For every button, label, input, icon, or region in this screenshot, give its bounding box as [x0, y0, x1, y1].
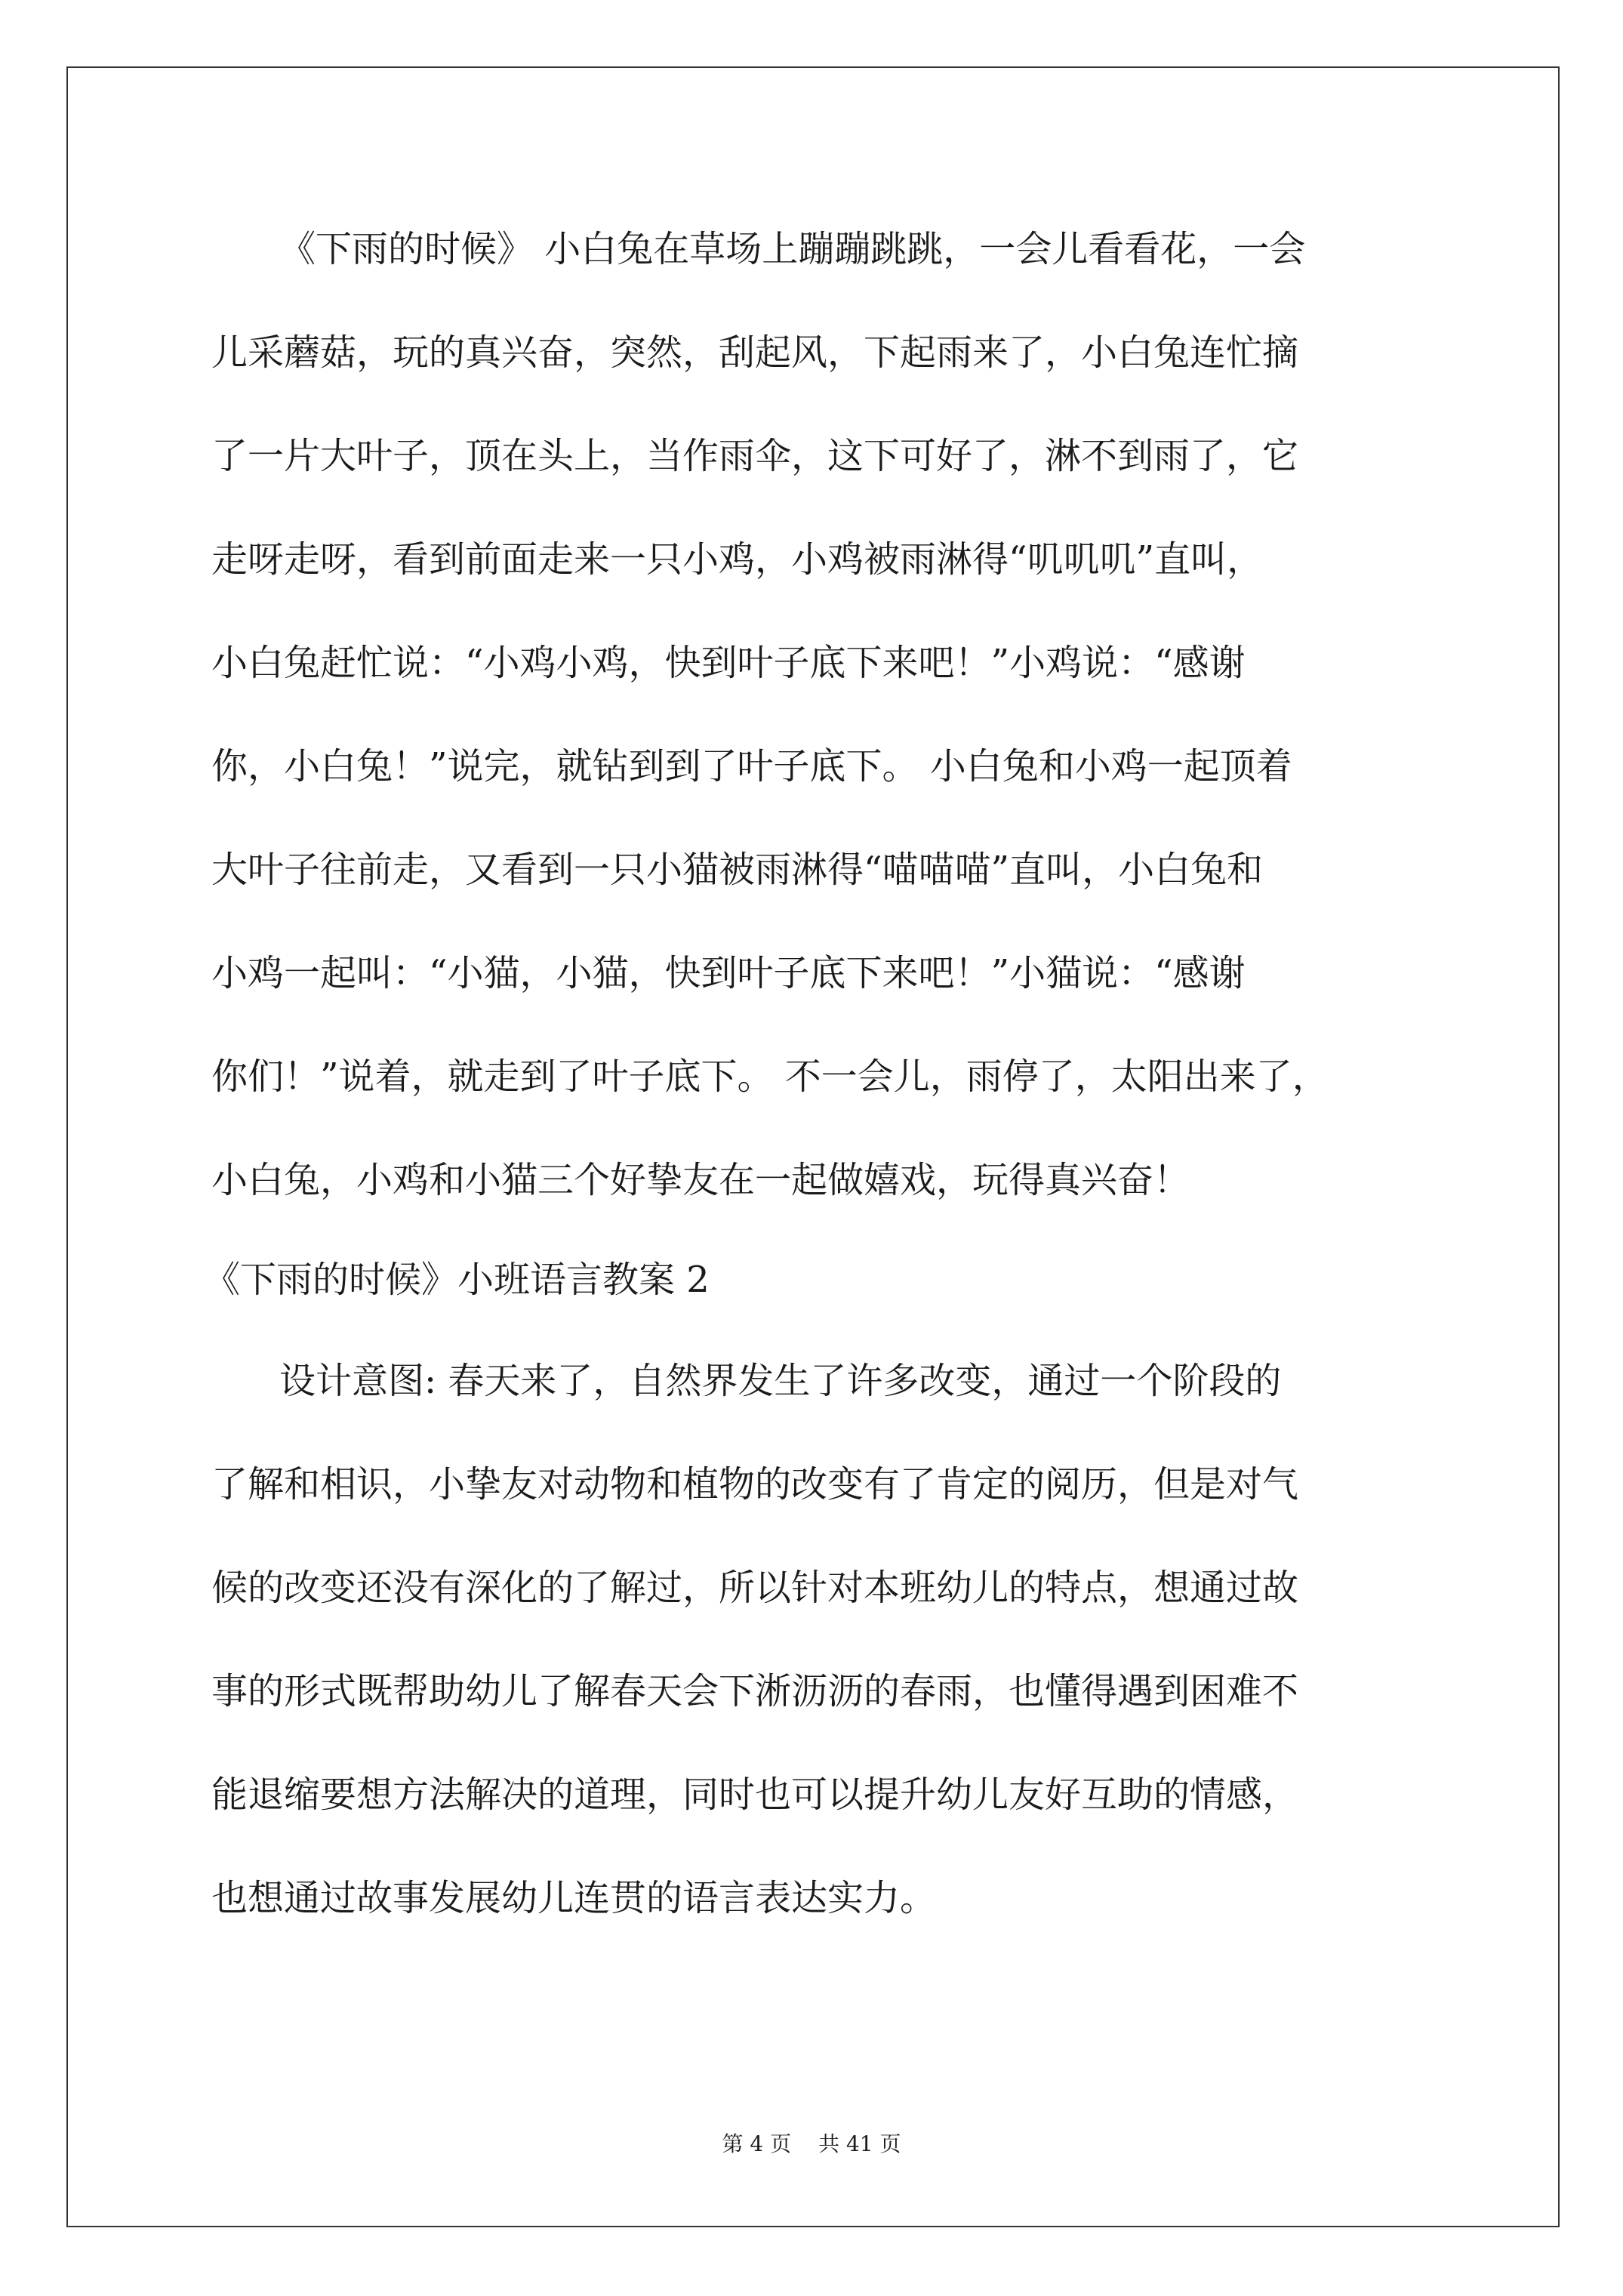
story-line: 《下雨的时候》 小白兔在草场上蹦蹦跳跳，一会儿看看花，一会 [279, 228, 1306, 270]
section-heading: 《下雨的时候》小班语言教案 2 [204, 1259, 710, 1301]
story-line: 走呀走呀，看到前面走来一只小鸡，小鸡被雨淋得“叽叽叽”直叫， [211, 538, 1264, 581]
story-line: 大叶子往前走，又看到一只小猫被雨淋得“喵喵喵”直叫，小白兔和 [211, 849, 1264, 891]
design-line: 候的改变还没有深化的了解过，所以针对本班幼儿的特点，想通过故 [211, 1567, 1299, 1609]
story-line: 小白兔，小鸡和小猫三个好挚友在一起做嬉戏，玩得真兴奋！ [211, 1159, 1190, 1201]
page-footer [0, 2131, 1623, 2158]
design-line: 事的形式既帮助幼儿了解春天会下淅沥沥的春雨，也懂得遇到困难不 [211, 1670, 1299, 1712]
story-line: 了一片大叶子，顶在头上，当作雨伞，这下可好了，淋不到雨了，它 [211, 435, 1299, 477]
page-total: 共 41 页 [818, 2131, 901, 2156]
story-line: 小白兔赶忙说：“小鸡小鸡，快到叶子底下来吧！”小鸡说：“感谢 [211, 642, 1246, 684]
design-line: 也想通过故事发展幼儿连贯的语言表达实力。 [211, 1877, 937, 1919]
story-line: 小鸡一起叫：“小猫，小猫，快到叶子底下来吧！”小猫说：“感谢 [211, 952, 1246, 994]
story-line: 你，小白兔！”说完，就钻到到了叶子底下。 小白兔和小鸡一起顶着 [211, 745, 1292, 787]
page-number: 第 4 页 [722, 2131, 792, 2156]
design-line: 设计意图: 春天来了，自然界发生了许多改变，通过一个阶段的 [279, 1360, 1282, 1402]
design-line: 能退缩要想方法解决的道理，同时也可以提升幼儿友好互助的情感， [211, 1774, 1299, 1816]
story-line: 你们！”说着，就走到了叶子底下。 不一会儿，雨停了，太阳出来了， [211, 1056, 1329, 1098]
design-line: 了解和相识，小挚友对动物和植物的改变有了肯定的阅历，但是对气 [211, 1463, 1299, 1505]
story-line: 儿采蘑菇，玩的真兴奋，突然，刮起风，下起雨来了，小白兔连忙摘 [211, 331, 1299, 374]
